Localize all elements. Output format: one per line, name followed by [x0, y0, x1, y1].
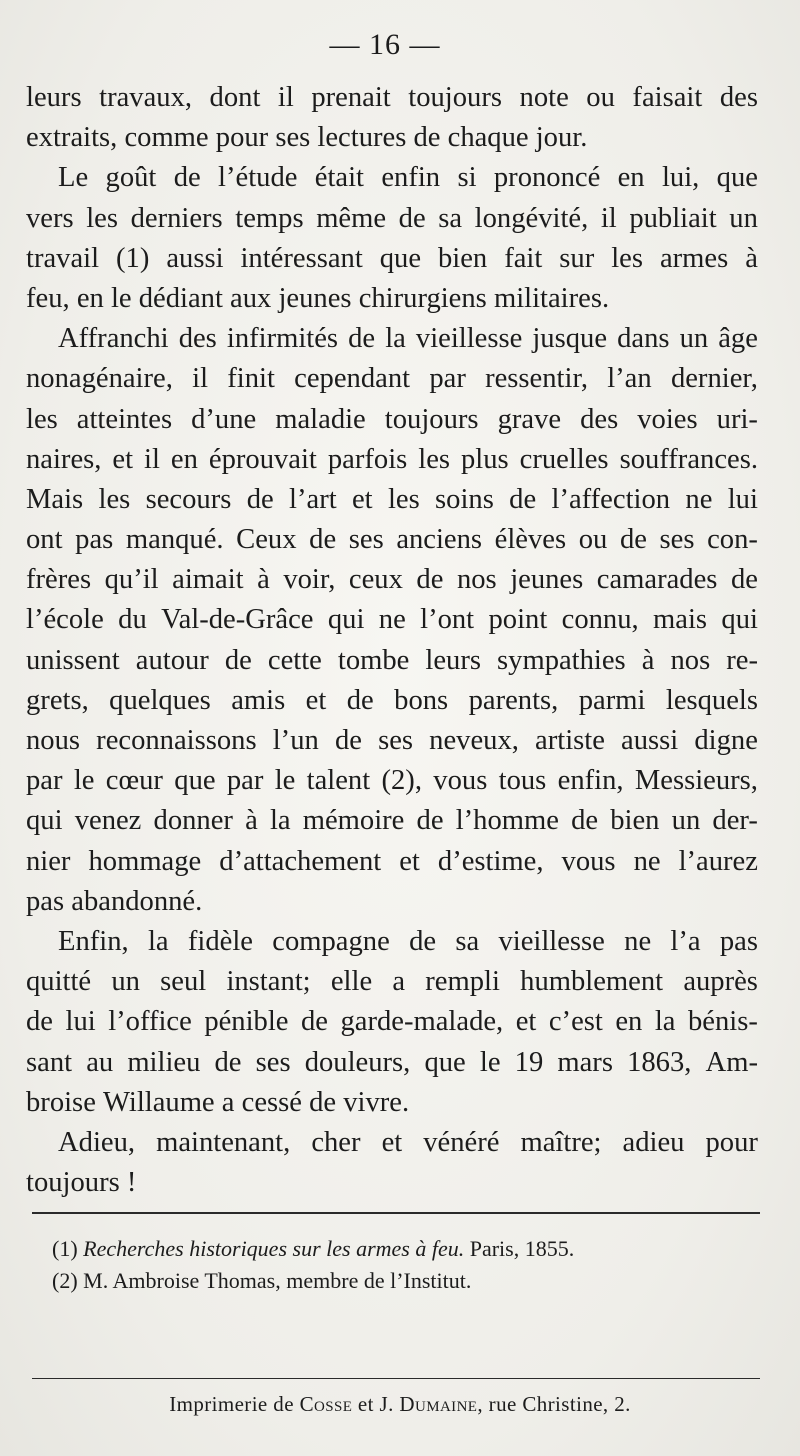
imprint-suffix: , rue Christine, 2. — [477, 1392, 631, 1416]
text-line: sant au milieu de ses douleurs, que le 19 mars 1863, Am- — [26, 1046, 758, 1078]
footnote-1 — [52, 1233, 752, 1265]
imprint-prefix: Imprimerie de — [169, 1392, 300, 1416]
text-line: Adieu, maintenant, cher et vénéré maître; adieu pour — [58, 1126, 758, 1158]
text-line: Mais les secours de l’art et les soins de l’affection ne lui — [26, 483, 758, 515]
imprint-separator-rule — [32, 1378, 760, 1379]
text-line: grets, quelques amis et de bons parents, parmi lesquels — [26, 684, 758, 716]
printer-imprint — [0, 1392, 800, 1417]
text-line: Le goût de l’étude était enfin si prononcé en lui, que — [58, 162, 758, 194]
footnote-marker: (2) — [52, 1268, 78, 1293]
imprint-printer-name-2: Dumaine — [399, 1392, 478, 1416]
footnote-title: Recherches historiques sur les armes à feu. — [83, 1236, 465, 1261]
text-line: nous reconnaissons l’un de ses neveux, artiste aussi digne — [26, 725, 758, 756]
text-line: les atteintes d’une maladie toujours grave des voies uri- — [26, 403, 758, 435]
text-line: travail (1) aussi intéressant que bien fait sur les armes à — [26, 242, 758, 274]
text-line: toujours ! — [26, 1167, 137, 1199]
text-line: unissent autour de cette tombe leurs sympathies à nos re- — [26, 644, 758, 676]
text-line: leurs travaux, dont il prenait toujours note ou faisait des — [26, 82, 758, 113]
text-line: frères qu’il aimait à voir, ceux de nos jeunes camarades de — [26, 564, 758, 596]
text-line: vers les derniers temps même de sa longévité, il publiait un — [26, 202, 758, 234]
text-line: pas abandonné. — [26, 885, 203, 917]
text-line: nonagénaire, il finit cependant par ressentir, l’an dernier, — [26, 363, 758, 395]
footnote-text: Paris, 1855. — [469, 1236, 575, 1261]
text-line: ont pas manqué. Ceux de ses anciens élèves ou de ses con- — [26, 524, 758, 556]
text-line: de lui l’office pénible de garde-malade, et c’est en la bénis- — [26, 1006, 758, 1038]
text-line: l’école du Val-de-Grâce qui ne l’ont point connu, mais qui — [26, 604, 758, 636]
text-line: nier hommage d’attachement et d’estime, vous ne l’aurez — [26, 845, 758, 877]
page-number: — 16 — — [329, 28, 441, 61]
imprint-middle: et J. — [352, 1392, 400, 1416]
footnotes — [52, 1233, 752, 1297]
footnote-text: M. Ambroise Thomas, membre de l’Institut. — [83, 1268, 472, 1293]
text-line: feu, en le dédiant aux jeunes chirurgiens militaires. — [26, 282, 610, 314]
text-line: qui venez donner à la mémoire de l’homme de bien un der- — [26, 805, 758, 837]
text-line: extraits, comme pour ses lectures de chaque jour. — [26, 122, 588, 154]
imprint-printer-name-1: Cosse — [299, 1392, 353, 1416]
text-line: broise Willaume a cessé de vivre. — [26, 1086, 410, 1118]
footnote-2 — [52, 1265, 752, 1297]
text-line: par le cœur que par le talent (2), vous tous enfin, Messieurs, — [26, 765, 758, 797]
footnote-separator-rule — [32, 1212, 760, 1214]
text-line: Enfin, la fidèle compagne de sa vieillesse ne l’a pas — [58, 925, 758, 957]
text-line: naires, et il en éprouvait parfois les plus cruelles souffrances. — [26, 443, 758, 475]
text-line: quitté un seul instant; elle a rempli humblement auprès — [26, 966, 758, 998]
text-line: Affranchi des infirmités de la vieillesse jusque dans un âge — [58, 323, 758, 355]
footnote-marker: (1) — [52, 1236, 78, 1261]
body-text — [26, 78, 758, 1203]
